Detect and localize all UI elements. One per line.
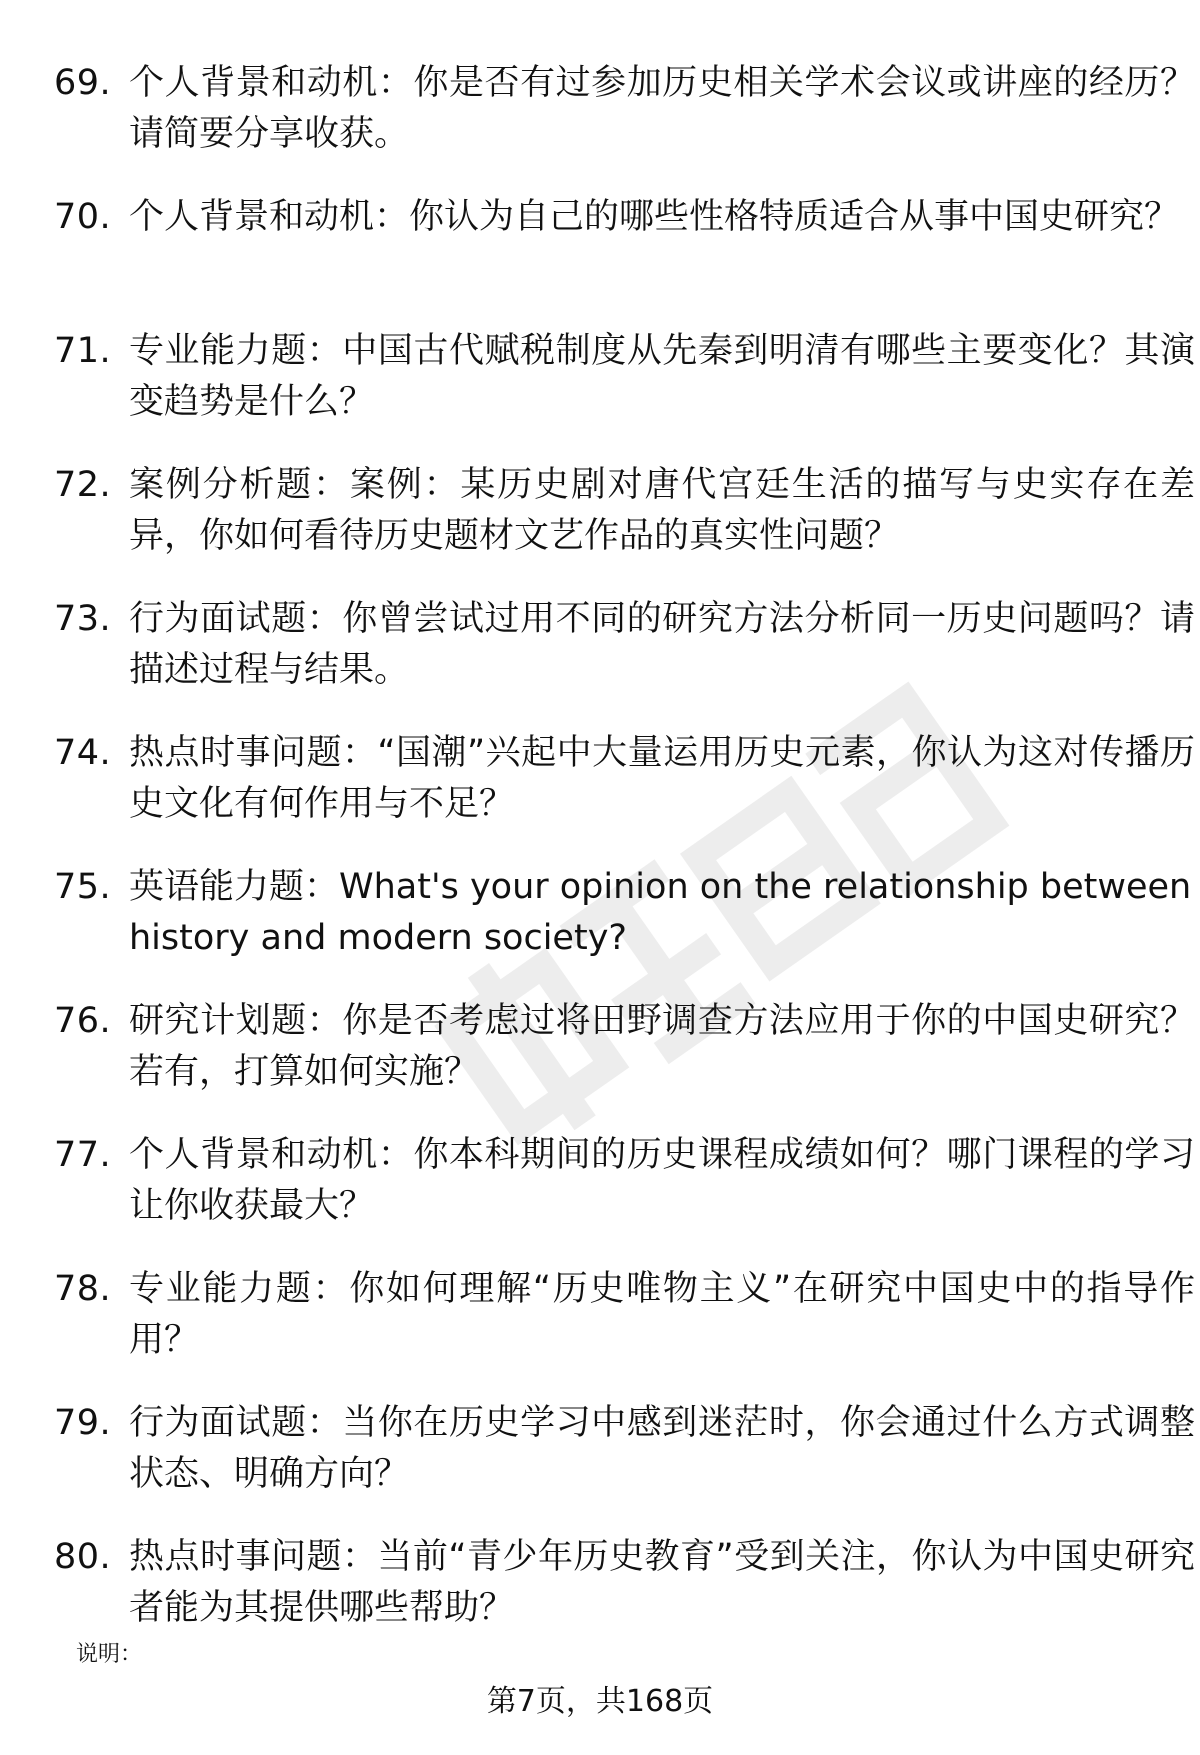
question-item: [54, 1130, 1195, 1264]
question-number: 79.: [54, 1403, 112, 1443]
question-number: 69.: [54, 63, 112, 103]
question-text: 研究计划题：你是否考虑过将田野调查方法应用于你的中国史研究？若有，打算如何实施？: [129, 1001, 1195, 1092]
question-number: 70.: [54, 197, 112, 237]
question-text: 案例分析题：案例：某历史剧对唐代宫廷生活的描写与史实存在差异，你如何看待历史题材文艺作品的真实性问题？: [129, 465, 1195, 556]
question-number: 78.: [54, 1269, 112, 1309]
question-item: [54, 460, 1195, 594]
question-number: 74.: [54, 733, 112, 773]
question-item: [54, 996, 1195, 1130]
question-text: 热点时事问题：当前“青少年历史教育”受到关注，你认为中国史研究者能为其提供哪些帮助？: [129, 1537, 1195, 1628]
question-number: 75.: [54, 867, 112, 907]
question-item: [54, 1264, 1195, 1398]
page-number-footer: 第7页，共168页: [486, 1684, 714, 1719]
question-item: [54, 862, 1192, 996]
question-number: 76.: [54, 1001, 112, 1041]
question-item: [54, 326, 1195, 460]
question-item: [54, 1398, 1195, 1532]
question-text: 热点时事问题：“国潮”兴起中大量运用历史元素，你认为这对传播历史文化有何作用与不足？: [129, 733, 1195, 824]
question-text: 专业能力题：中国古代赋税制度从先秦到明清有哪些主要变化？其演变趋势是什么？: [129, 331, 1195, 422]
question-number: 80.: [54, 1537, 112, 1577]
question-text: 个人背景和动机：你是否有过参加历史相关学术会议或讲座的经历？请简要分享收获。: [129, 63, 1195, 154]
question-number: 73.: [54, 599, 112, 639]
question-text: 专业能力题：你如何理解“历史唯物主义”在研究中国史中的指导作用？: [129, 1269, 1195, 1360]
question-list: [54, 58, 1195, 1666]
question-text: 个人背景和动机：你认为自己的哪些性格特质适合从事中国史研究？: [129, 197, 1180, 237]
question-item: [54, 192, 1180, 326]
question-item: [54, 728, 1195, 862]
question-item: [54, 594, 1195, 728]
question-number: 72.: [54, 465, 112, 505]
question-number: 71.: [54, 331, 112, 371]
question-text: 英语能力题：What's your opinion on the relationship between history and modern society?: [129, 867, 1192, 958]
question-number: 77.: [54, 1135, 112, 1175]
question-item: [54, 58, 1195, 192]
question-text: 行为面试题：当你在历史学习中感到迷茫时，你会通过什么方式调整状态、明确方向？: [129, 1403, 1195, 1494]
question-text: 个人背景和动机：你本科期间的历史课程成绩如何？哪门课程的学习让你收获最大？: [129, 1135, 1195, 1226]
question-item: [54, 1532, 1195, 1666]
question-text: 行为面试题：你曾尝试过用不同的研究方法分析同一历史问题吗？请描述过程与结果。: [129, 599, 1195, 690]
note-label: 说明：: [76, 1642, 143, 1667]
